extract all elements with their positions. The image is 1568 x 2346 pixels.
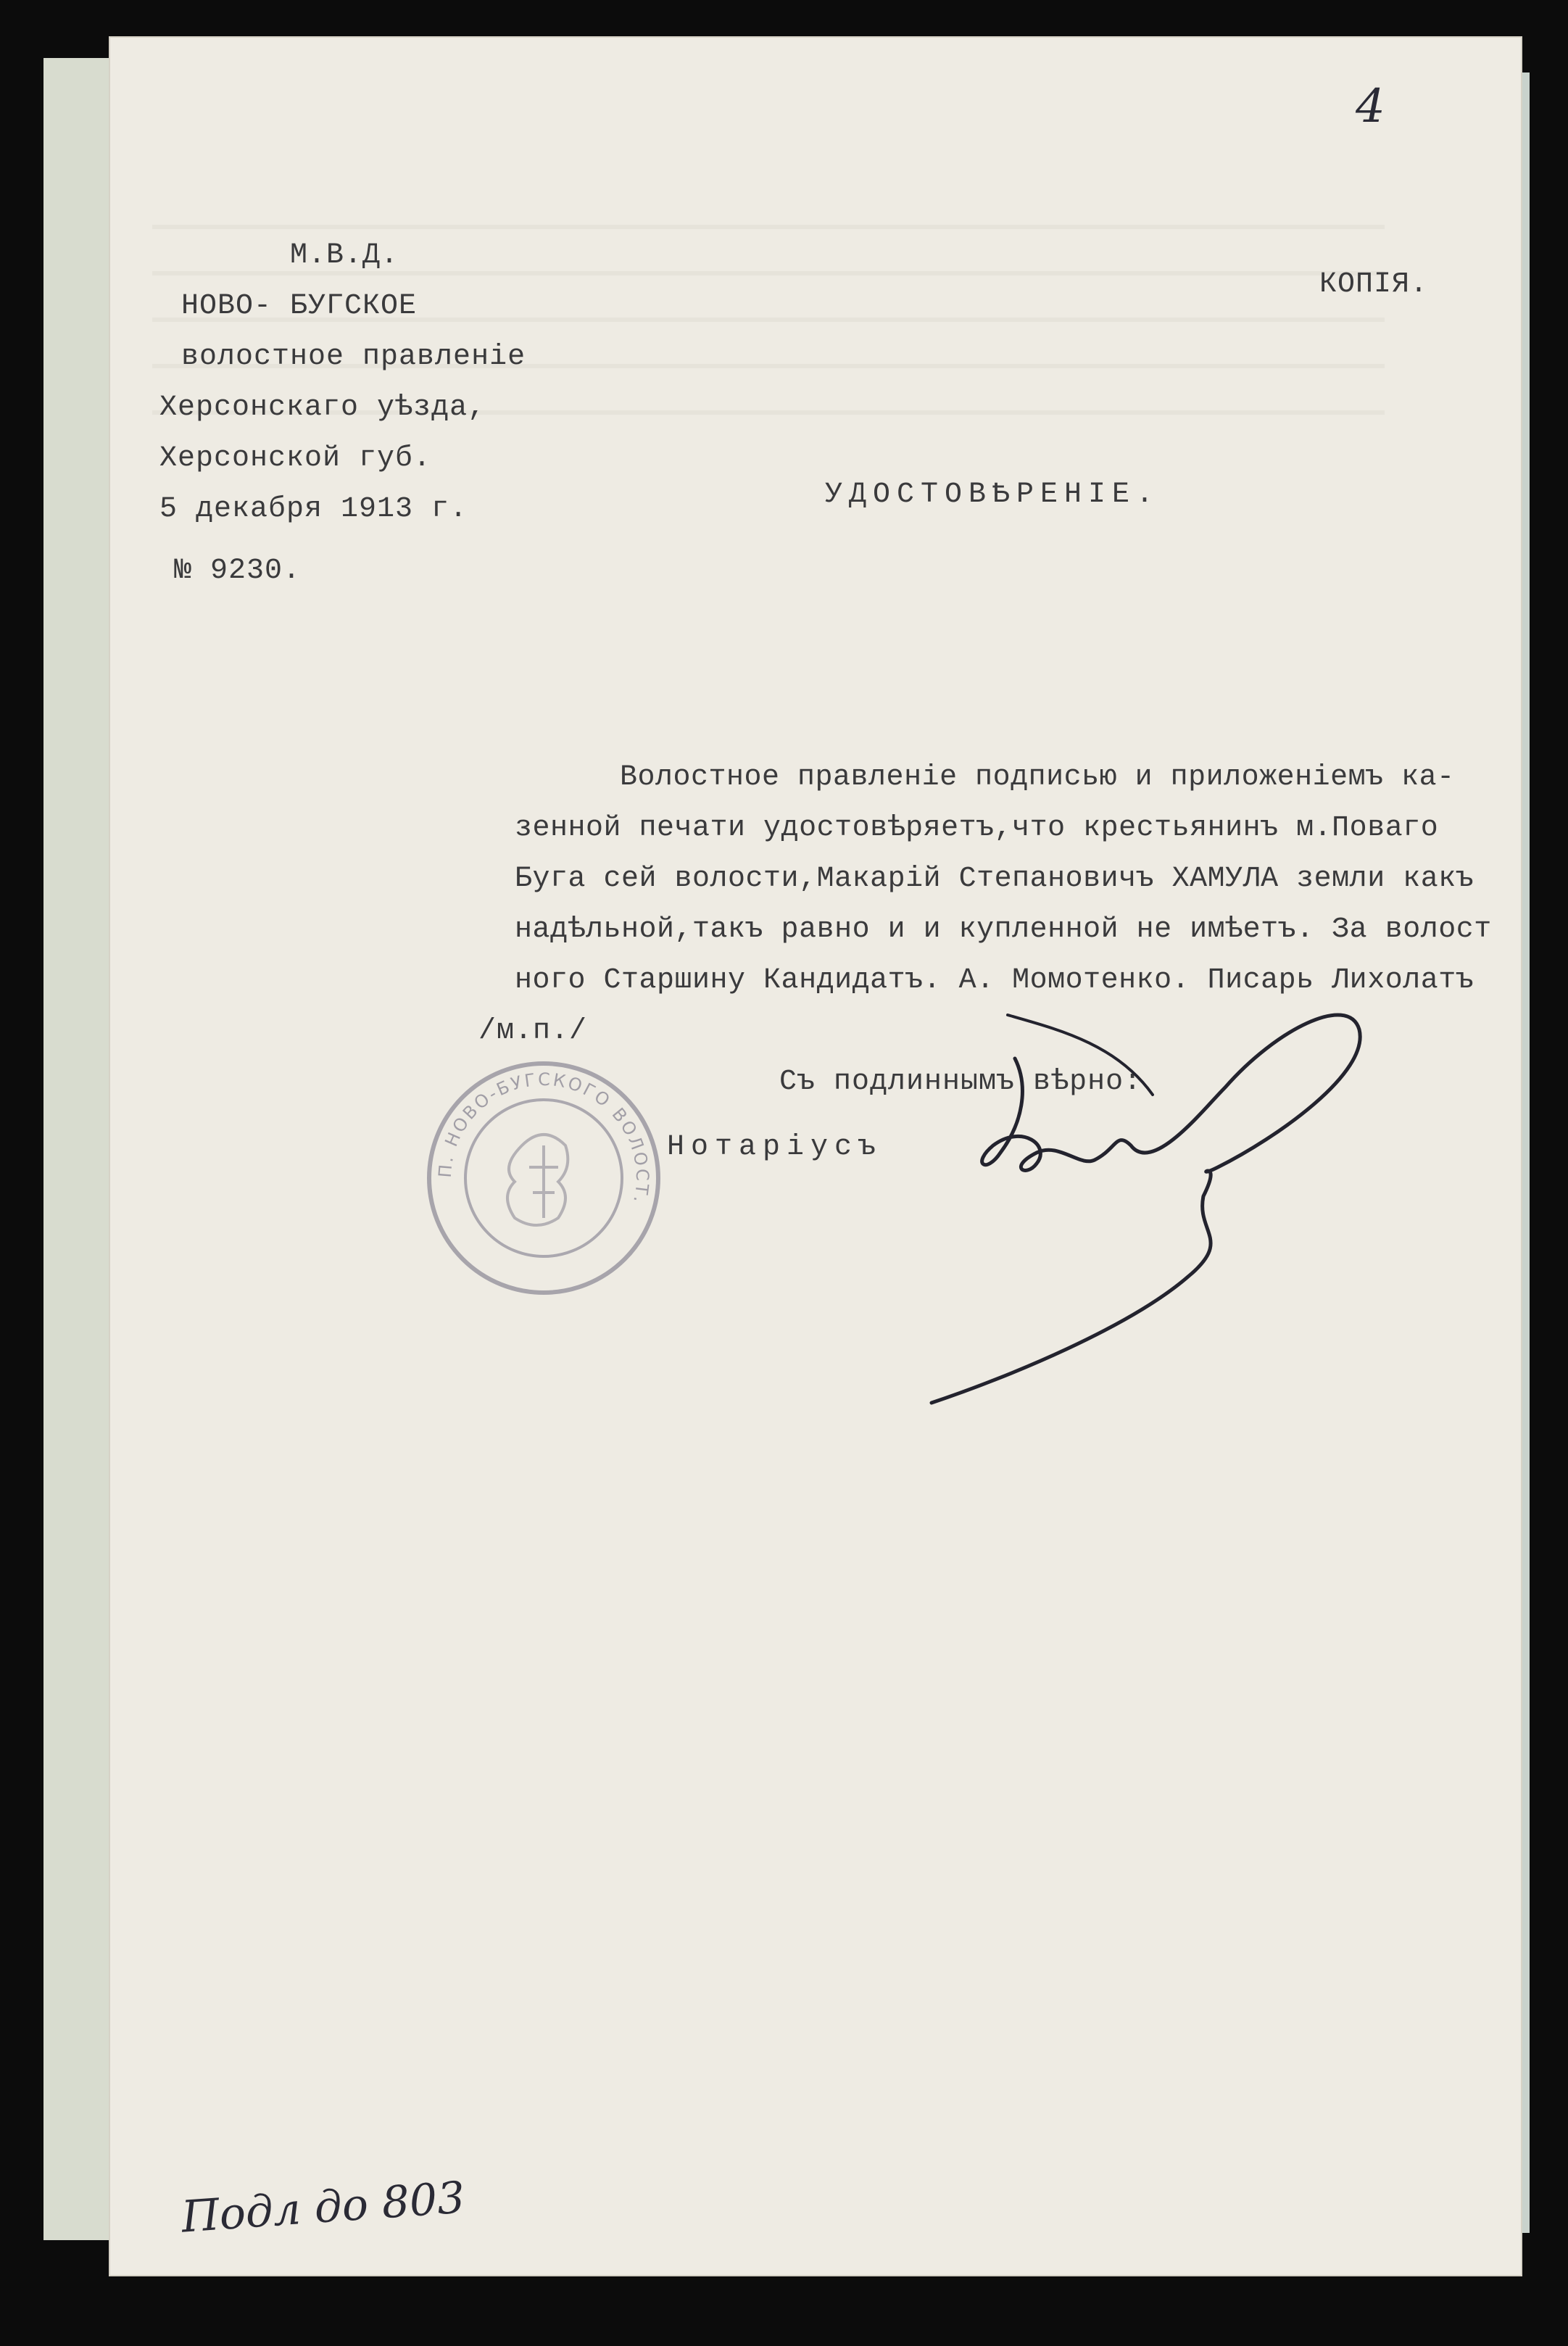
office-name: НОВО- БУГСКОЕ [181,290,418,323]
office-type: волостное правленіе [181,341,526,373]
page-number: 4 [1356,80,1385,133]
copy-mark: КОПІЯ. [1319,268,1429,301]
body-line: Волостное правленіе подписью и приложеніемъ ка- [620,761,1455,794]
body-line: зенной печати удостовѣряетъ,что крестьянинъ м.Поваго [515,812,1439,845]
document-title: УДОСТОВѢРЕНІЕ. [825,478,1161,511]
official-seal-stamp [424,1058,663,1298]
district: Херсонскаго уѣзда, [159,391,486,424]
document-date: 5 декабря 1913 г. [159,493,468,526]
stamp-emblem [507,1135,568,1225]
archive-note: Подл до 803 [180,2172,467,2243]
document-number: № 9230. [174,555,302,587]
certification-line: Съ подлиннымъ вѣрно: [779,1066,1142,1098]
seal-placeholder: /м.п./ [478,1015,588,1048]
body-line: Буга сей волости,Макарій Степановичъ ХАМУЛА земли какъ [515,863,1474,895]
stamp-text: П. НОВО-БУГСКОГО ВОЛОСТ. [434,1069,653,1207]
body-line: надѣльной,такъ равно и и купленной не имѣетъ. За волост [515,913,1492,946]
ministry-label: М.В.Д. [290,239,399,272]
province: Херсонской губ. [159,442,432,475]
notary-label: Нотаріусъ [667,1131,883,1164]
notary-signature [913,1000,1392,1421]
body-line: ного Старшину Кандидатъ. А. Момотенко. Писарь Лихолатъ [515,964,1474,997]
